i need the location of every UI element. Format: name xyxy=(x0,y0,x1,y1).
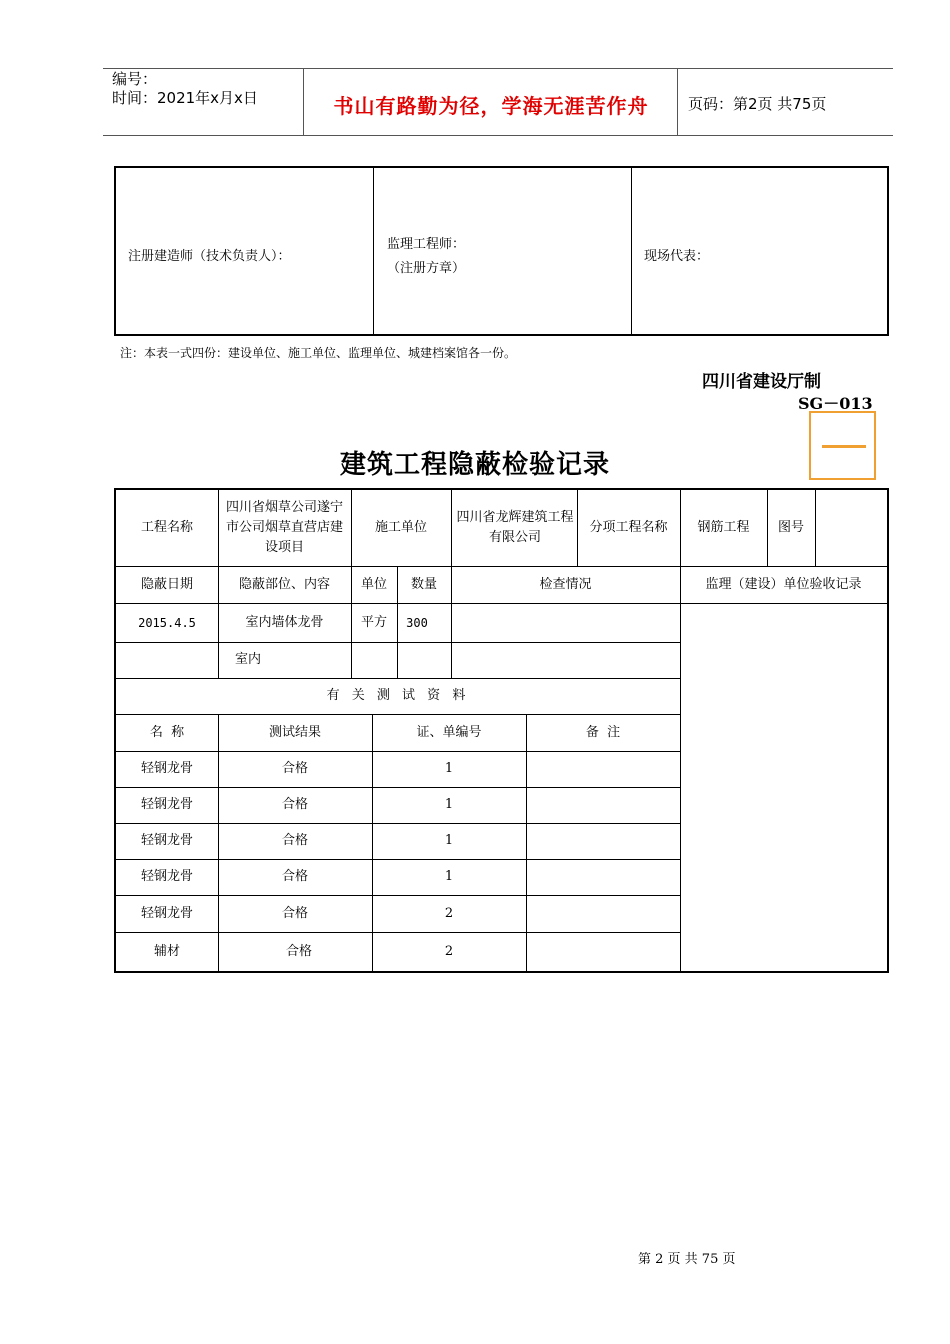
test-cert-header: 证、单编号 xyxy=(416,724,482,740)
hidden-quantity xyxy=(397,642,451,678)
serial-label: 编号： xyxy=(112,70,158,88)
inspection-record-table xyxy=(114,488,889,973)
test-name: 轻钢龙骨 xyxy=(140,869,193,884)
test-remark xyxy=(526,859,680,895)
grid-rule xyxy=(218,490,219,566)
project-name-label: 工程名称 xyxy=(140,520,193,535)
signature-table xyxy=(114,166,889,336)
hidden-unit xyxy=(351,642,397,678)
test-name: 轻钢龙骨 xyxy=(140,905,193,921)
test-result: 合格 xyxy=(285,943,312,959)
test-section-title: 有 关 测 试 资 料 xyxy=(326,688,470,703)
test-name: 轻钢龙骨 xyxy=(140,833,193,848)
hidden-part: 室内墙体龙骨 xyxy=(245,614,324,630)
drawing-label: 图号 xyxy=(777,520,804,535)
footer-page-number: 第 2 页 共 75 页 xyxy=(638,1252,736,1267)
test-name: 轻钢龙骨 xyxy=(140,797,193,812)
hidden-part-header: 隐蔽部位、内容 xyxy=(238,576,330,592)
header-page-number: 页码：第2页 共75页 xyxy=(688,95,827,113)
supervisor-signature-label: 监理工程师： xyxy=(387,237,466,252)
header-divider xyxy=(303,68,304,135)
test-result: 合格 xyxy=(281,761,308,776)
test-name-header: 名 称 xyxy=(149,724,185,740)
hidden-part: 室内 xyxy=(234,652,261,667)
test-name: 轻钢龙骨 xyxy=(140,761,193,776)
form-code: SG－013 xyxy=(798,394,873,413)
unit-header: 单位 xyxy=(360,576,387,592)
subproject-label: 分项工程名称 xyxy=(589,520,668,535)
acceptance-header: 监理（建设）单位验收记录 xyxy=(705,576,862,592)
page-title: 建筑工程隐蔽检验记录 xyxy=(339,450,610,480)
test-remark-header: 备 注 xyxy=(585,724,621,740)
header-meta xyxy=(112,70,258,108)
header-bottom-rule xyxy=(103,135,893,136)
test-cert: 2 xyxy=(444,905,454,921)
issuer: 四川省建设厅制 xyxy=(702,372,821,392)
check-header: 检查情况 xyxy=(539,576,592,592)
hidden-date-header: 隐蔽日期 xyxy=(140,576,193,592)
test-cert: 1 xyxy=(444,761,454,776)
test-remark xyxy=(526,751,680,787)
test-remark xyxy=(526,932,680,971)
quantity-header: 数量 xyxy=(410,576,437,592)
test-result: 合格 xyxy=(281,869,308,884)
test-cert: 1 xyxy=(444,869,454,884)
test-result: 合格 xyxy=(281,797,308,812)
project-name: 四川省烟草公司遂宁市公司烟草直营店建设项目 xyxy=(225,500,343,555)
contractor-label: 施工单位 xyxy=(374,520,427,535)
test-remark xyxy=(526,787,680,823)
test-result-header: 测试结果 xyxy=(268,724,321,740)
hidden-unit: 平方 xyxy=(360,614,387,630)
time-label: 时间：2021年x月x日 xyxy=(112,89,258,107)
hidden-date xyxy=(116,642,218,678)
test-name: 辅材 xyxy=(153,943,180,959)
test-cert: 1 xyxy=(444,797,454,812)
test-remark xyxy=(526,895,680,932)
site-rep-signature-label: 现场代表： xyxy=(644,249,710,264)
header-divider xyxy=(677,68,678,135)
hidden-check xyxy=(451,603,680,642)
test-result: 合格 xyxy=(281,905,308,921)
contractor: 四川省龙辉建筑工程有限公司 xyxy=(456,510,574,545)
test-result: 合格 xyxy=(281,833,308,848)
hidden-date: 2015.4.5 xyxy=(138,615,196,630)
builder-signature-label: 注册建造师（技术负责人）： xyxy=(128,249,291,264)
header-top-rule xyxy=(103,68,893,69)
subproject: 钢筋工程 xyxy=(697,520,750,535)
grid-rule xyxy=(451,490,452,566)
test-cert: 2 xyxy=(444,943,454,959)
supervisor-stamp-note: （注册方章） xyxy=(387,261,466,276)
copies-note: 注：本表一式四份：建设单位、施工单位、监理单位、城建档案馆各一份。 xyxy=(120,346,517,360)
hidden-quantity: 300 xyxy=(406,615,428,630)
acceptance-record-area xyxy=(680,603,887,971)
test-remark xyxy=(526,823,680,859)
test-cert: 1 xyxy=(444,833,454,848)
hidden-check xyxy=(451,642,680,678)
drawing-number xyxy=(815,490,887,566)
header-motto: 书山有路勤为径，学海无涯苦作舟 xyxy=(333,94,649,118)
